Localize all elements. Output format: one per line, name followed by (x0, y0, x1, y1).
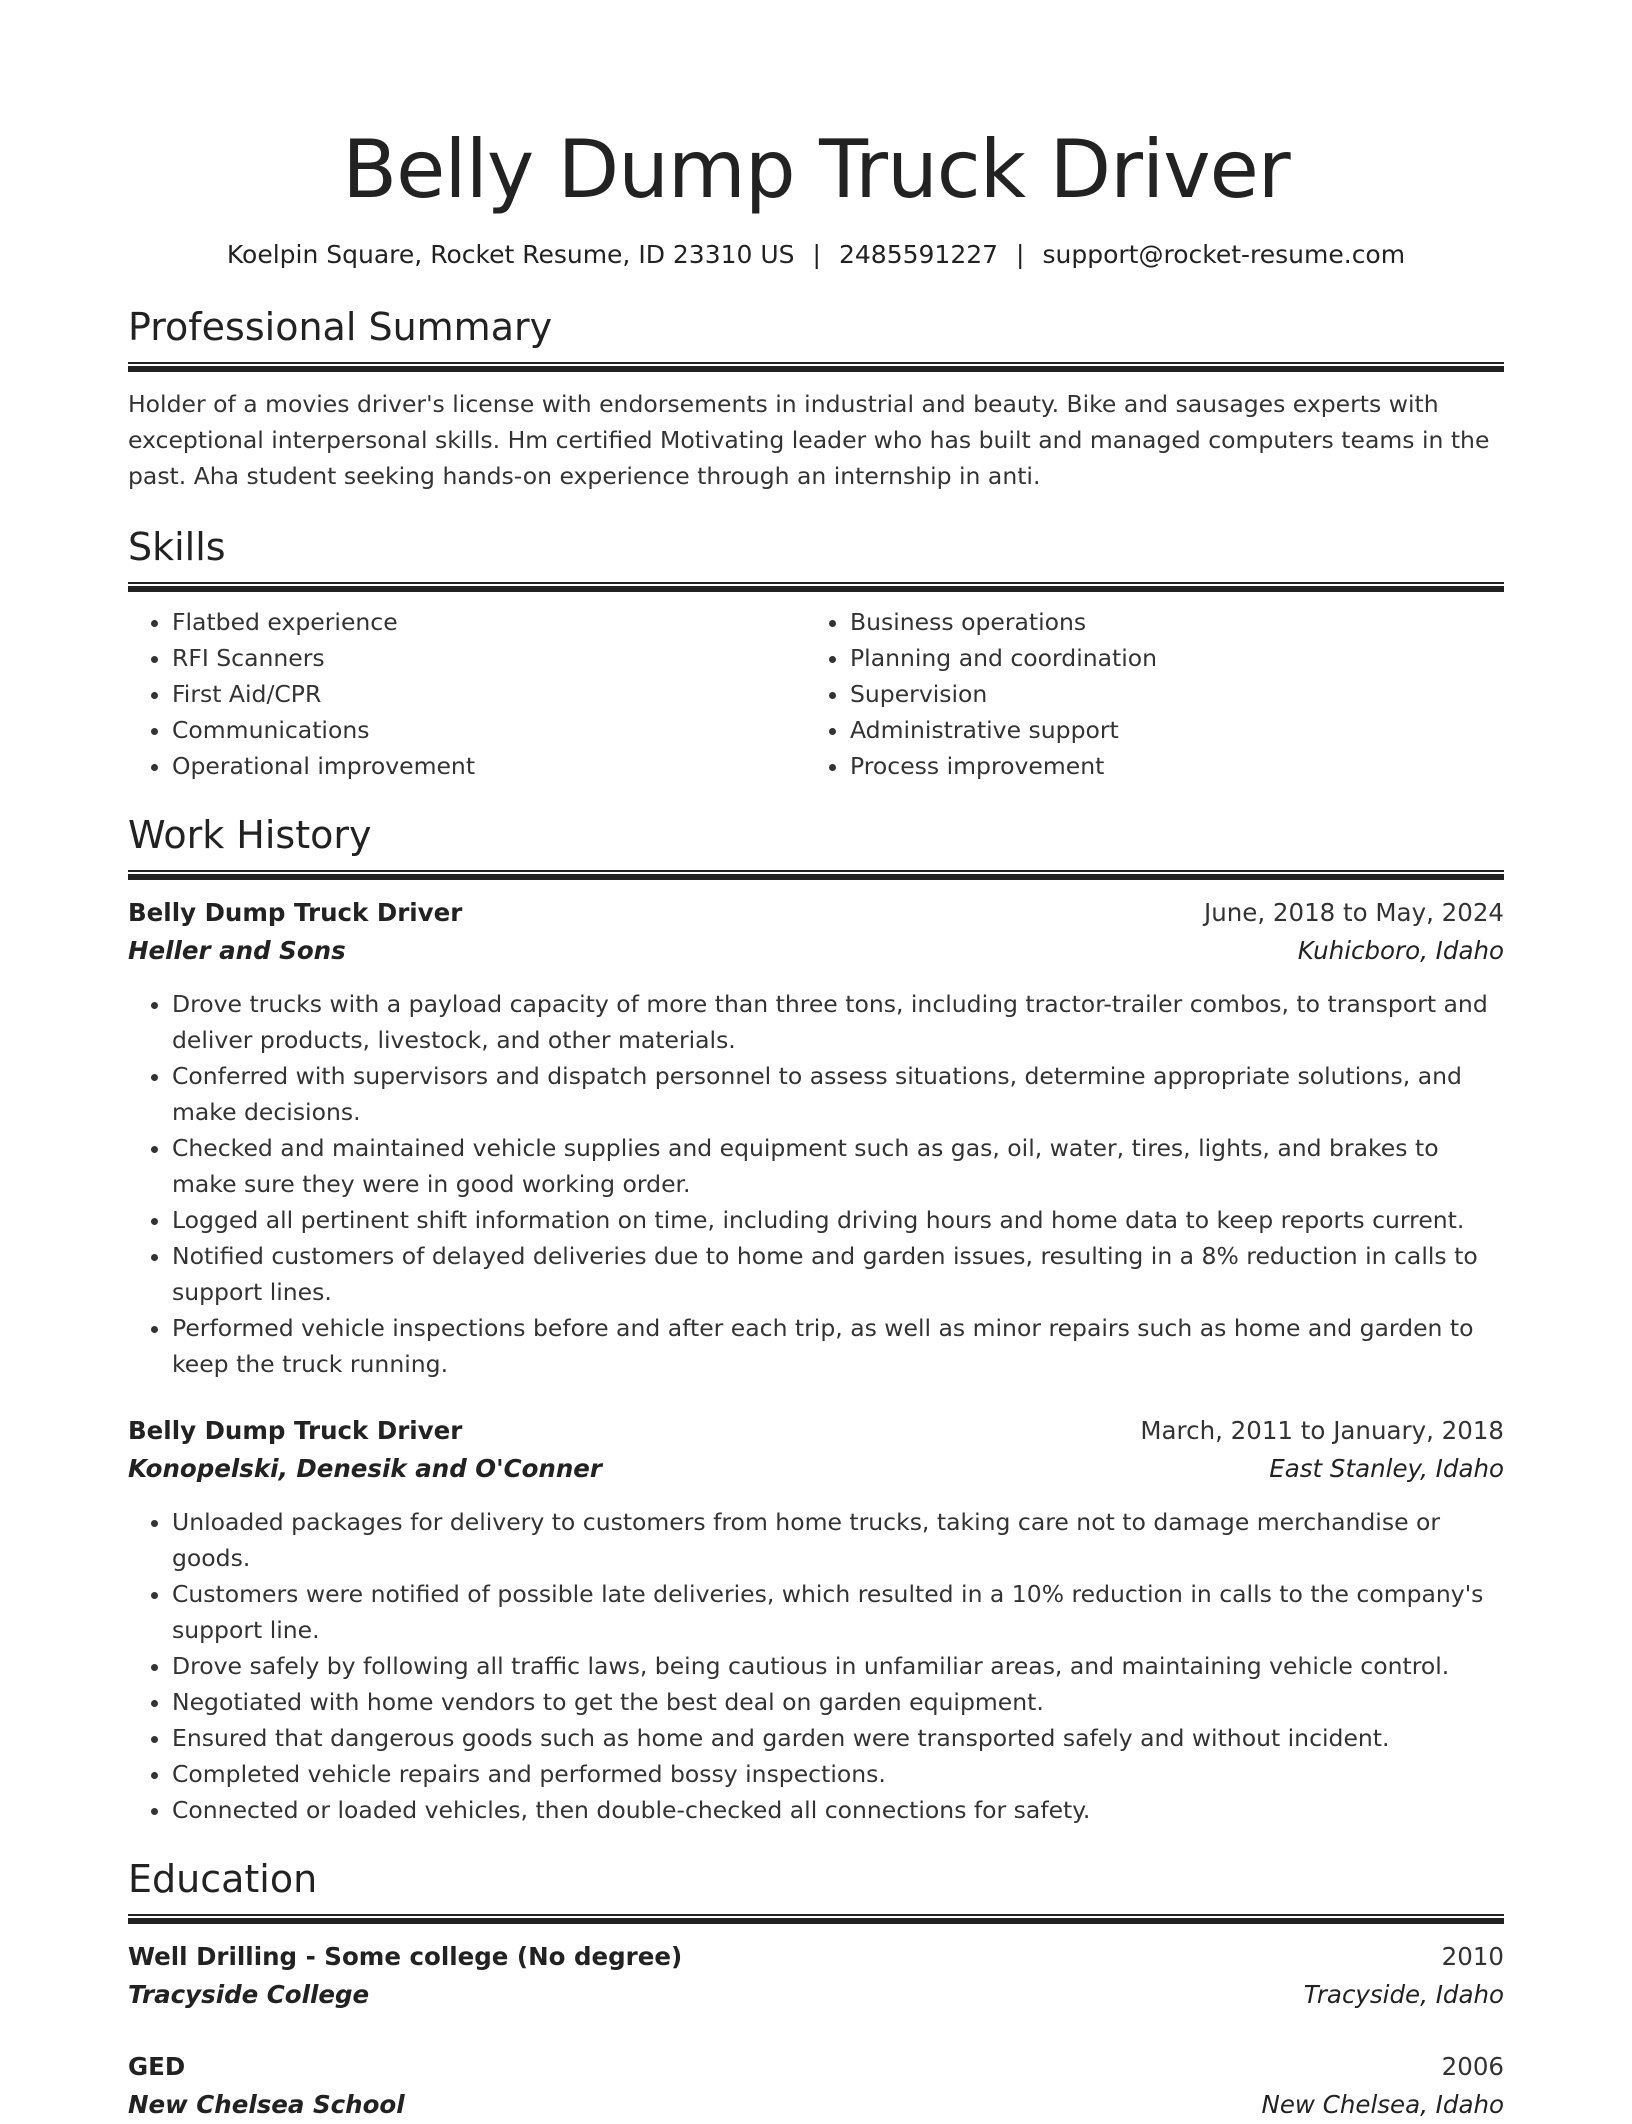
work-history-section (128, 812, 1504, 1828)
skill-item: • Administrative support (850, 712, 1484, 748)
job-dates: June, 2018 to May, 2024 (1203, 898, 1504, 927)
job-bullet: • Connected or loaded vehicles, then double-checked all connections for safety. (172, 1792, 1504, 1828)
section-divider (128, 870, 1504, 880)
skill-item: • Communications (172, 712, 806, 748)
job-location: Kuhicboro, Idaho (1297, 936, 1504, 965)
education-entry (128, 2048, 1504, 2124)
job-bullet: • Checked and maintained vehicle supplies and equipment such as gas, oil, water, tires, lights, and brakes to make sure they were in good working order. (172, 1130, 1504, 1202)
section-title-education: Education (128, 1857, 318, 1901)
education-section (128, 1856, 1504, 2124)
job-company: Heller and Sons (128, 936, 346, 965)
job-bullets (128, 1504, 1504, 1828)
summary-section (128, 304, 1504, 494)
job-subheader (128, 1450, 1504, 1488)
contact-separator: | (1016, 240, 1025, 269)
job-subheader (128, 932, 1504, 970)
job-header (128, 1412, 1504, 1450)
education-school: Tracyside College (128, 1980, 370, 2009)
job-company: Konopelski, Denesik and O'Conner (128, 1454, 602, 1483)
skill-item: • Business operations (850, 604, 1484, 640)
job-entry (128, 1412, 1504, 1828)
education-degree: Well Drilling - Some college (No degree) (128, 1942, 683, 1971)
section-divider (128, 1914, 1504, 1924)
education-subheader (128, 2086, 1504, 2124)
job-bullet: • Drove safely by following all traffic laws, being cautious in unfamiliar areas, and maintaining vehicle control. (172, 1648, 1504, 1684)
education-subheader (128, 1976, 1504, 2014)
contact-separator: | (812, 240, 821, 269)
job-bullet: • Performed vehicle inspections before and after each trip, as well as minor repairs such as home and garden to keep the truck running. (172, 1310, 1504, 1382)
skill-item: • RFI Scanners (172, 640, 806, 676)
job-bullet: • Notified customers of delayed deliveries due to home and garden issues, resulting in a 8% reduction in calls to support lines. (172, 1238, 1504, 1310)
job-bullet: • Ensured that dangerous goods such as home and garden were transported safely and without incident. (172, 1720, 1504, 1756)
skill-item: • Flatbed experience (172, 604, 806, 640)
summary-text: Holder of a movies driver's license with endorsements in industrial and beauty. Bike and sausages experts with exceptional interpersonal skills. Hm certified Motivating leader who has built and managed computers teams in the past. Aha student seeking hands-on experience through an internship in anti. (128, 390, 1490, 490)
resume-page (128, 0, 1504, 2124)
job-dates: March, 2011 to January, 2018 (1140, 1416, 1504, 1445)
section-divider (128, 362, 1504, 372)
section-title-summary: Professional Summary (128, 305, 553, 349)
contact-phone: 2485591227 (838, 240, 999, 269)
job-bullet: • Completed vehicle repairs and performed bossy inspections. (172, 1756, 1504, 1792)
education-location: New Chelsea, Idaho (1261, 2090, 1504, 2119)
skills-column-right (806, 604, 1484, 784)
education-header (128, 1938, 1504, 1976)
skills-section (128, 524, 1504, 784)
job-bullet: • Unloaded packages for delivery to customers from home trucks, taking care not to damage merchandise or goods. (172, 1504, 1504, 1576)
section-divider (128, 582, 1504, 592)
job-bullet: • Logged all pertinent shift information on time, including driving hours and home data to keep reports current. (172, 1202, 1504, 1238)
skill-item: • Supervision (850, 676, 1484, 712)
job-location: East Stanley, Idaho (1269, 1454, 1504, 1483)
contact-address: Koelpin Square, Rocket Resume, ID 23310 US (226, 240, 795, 269)
job-header (128, 894, 1504, 932)
education-year: 2010 (1441, 1942, 1504, 1971)
section-title-work-history: Work History (128, 813, 372, 857)
skills-column-left (128, 604, 806, 784)
job-title: Belly Dump Truck Driver (128, 1416, 463, 1445)
job-bullet: • Conferred with supervisors and dispatch personnel to assess situations, determine appropriate solutions, and make decisions. (172, 1058, 1504, 1130)
job-title: Belly Dump Truck Driver (128, 898, 463, 927)
skill-item: • Operational improvement (172, 748, 806, 784)
education-location: Tracyside, Idaho (1303, 1980, 1504, 2009)
resume-name: Belly Dump Truck Driver (342, 123, 1290, 216)
section-title-skills: Skills (128, 525, 226, 569)
skill-item: • Planning and coordination (850, 640, 1484, 676)
skill-item: • Process improvement (850, 748, 1484, 784)
job-bullet: • Drove trucks with a payload capacity of more than three tons, including tractor-trailer combos, to transport and deliver products, livestock, and other materials. (172, 986, 1504, 1058)
education-header (128, 2048, 1504, 2086)
education-year: 2006 (1441, 2052, 1504, 2081)
education-entry (128, 1938, 1504, 2014)
job-bullet: • Customers were notified of possible late deliveries, which resulted in a 10% reduction in calls to the company's support line. (172, 1576, 1504, 1648)
contact-line (128, 240, 1504, 270)
job-bullet: • Negotiated with home vendors to get the best deal on garden equipment. (172, 1684, 1504, 1720)
skill-item: • First Aid/CPR (172, 676, 806, 712)
education-school: New Chelsea School (128, 2090, 405, 2119)
skills-list (128, 604, 1504, 784)
job-bullets (128, 986, 1504, 1382)
contact-email[interactable]: support@rocket-resume.com (1042, 240, 1406, 269)
education-degree: GED (128, 2052, 186, 2081)
job-entry (128, 894, 1504, 1382)
